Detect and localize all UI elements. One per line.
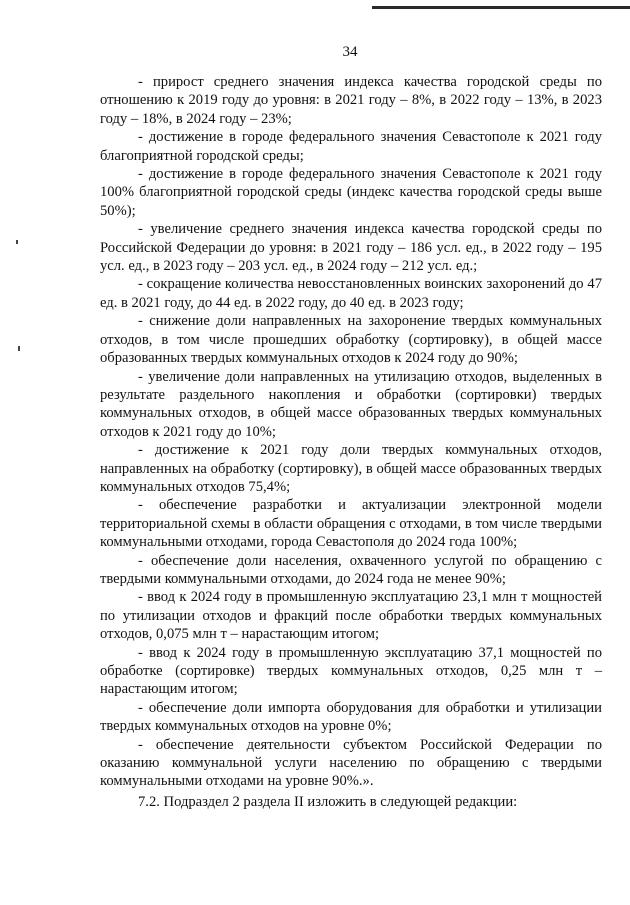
scan-artifact-mark [16, 240, 18, 244]
paragraph: - сокращение количества невосстановленных воинских захоронений до 47 ед. в 2021 году, до 44 ед. в 2022 году, до 40 ед. в 2023 году; [100, 276, 602, 311]
paragraph: - снижение доли направленных на захоронение твердых коммунальных отходов, в том числе прошедших обработку (сортировку), в общей массе образованных твердых коммунальных отходов к 2024 году до 90%; [100, 313, 602, 367]
paragraph: - ввод к 2024 году в промышленную эксплуатацию 37,1 мощностей по обработке (сортировке) твердых коммунальных отходов, 0,25 млн т – нарастающим итогом; [100, 644, 602, 698]
paragraph: - увеличение среднего значения индекса качества городской среды по Российской Федерации до уровня: в 2021 году – 186 усл. ед., в 2022 году – 195 усл. ед., в 2023 году – 203 усл. ед., в 2024 году – 212 усл. ед.; [100, 221, 602, 275]
paragraph: - прирост среднего значения индекса качества городской среды по отношению к 2019 году до уровня: в 2021 году – 8%, в 2022 году – 13%, в 2023 году – 18%, в 2024 году – 23%; [100, 74, 602, 127]
page-number: 34 [342, 44, 358, 60]
document-body [100, 73, 602, 811]
scan-artifact-mark [18, 346, 20, 351]
paragraph: - ввод к 2024 году в промышленную эксплуатацию 23,1 млн т мощностей по утилизации отходов и фракций после обработки твердых коммунальных отходов, 0,075 млн т – нарастающим итогом; [100, 589, 602, 643]
paragraph: - обеспечение доли импорта оборудования для обработки и утилизации твердых коммунальных отходов на уровне 0%; [100, 699, 602, 735]
paragraph: - достижение в городе федерального значения Севастополе к 2021 году благоприятной городской среды; [100, 129, 602, 164]
paragraph: - обеспечение разработки и актуализации электронной модели территориальной схемы в области обращения с отходами, в том числе твердыми коммунальными отходами, города Севастополя до 2024 года 100%; [100, 497, 602, 551]
scan-edge-line [372, 6, 630, 9]
paragraph: - обеспечение деятельности субъектом Российской Федерации по оказанию коммунальной услуги населению по обращению с твердыми коммунальными отходами на уровне 90%.». [100, 736, 602, 790]
section-instruction: 7.2. Подраздел 2 раздела II изложить в следующей редакции: [138, 793, 518, 810]
paragraph: - достижение в городе федерального значения Севастополе к 2021 году 100% благоприятной городской среды (индекс качества городской среды выше 50%); [100, 166, 602, 219]
paragraph: - достижение к 2021 году доли твердых коммунальных отходов, направленных на обработку (сортировку), в общей массе образованных твердых коммунальных отходов 75,4%; [100, 442, 602, 495]
paragraph: - обеспечение доли населения, охваченного услугой по обращению с твердыми коммунальными отходами, до 2024 года не менее 90%; [100, 552, 602, 587]
paragraph: - увеличение доли направленных на утилизацию отходов, выделенных в результате раздельного накопления и обработки (сортировки) твердых коммунальных отходов, в общей массе образованных твердых коммунальных отходов к 2021 году до 10%; [100, 368, 602, 440]
